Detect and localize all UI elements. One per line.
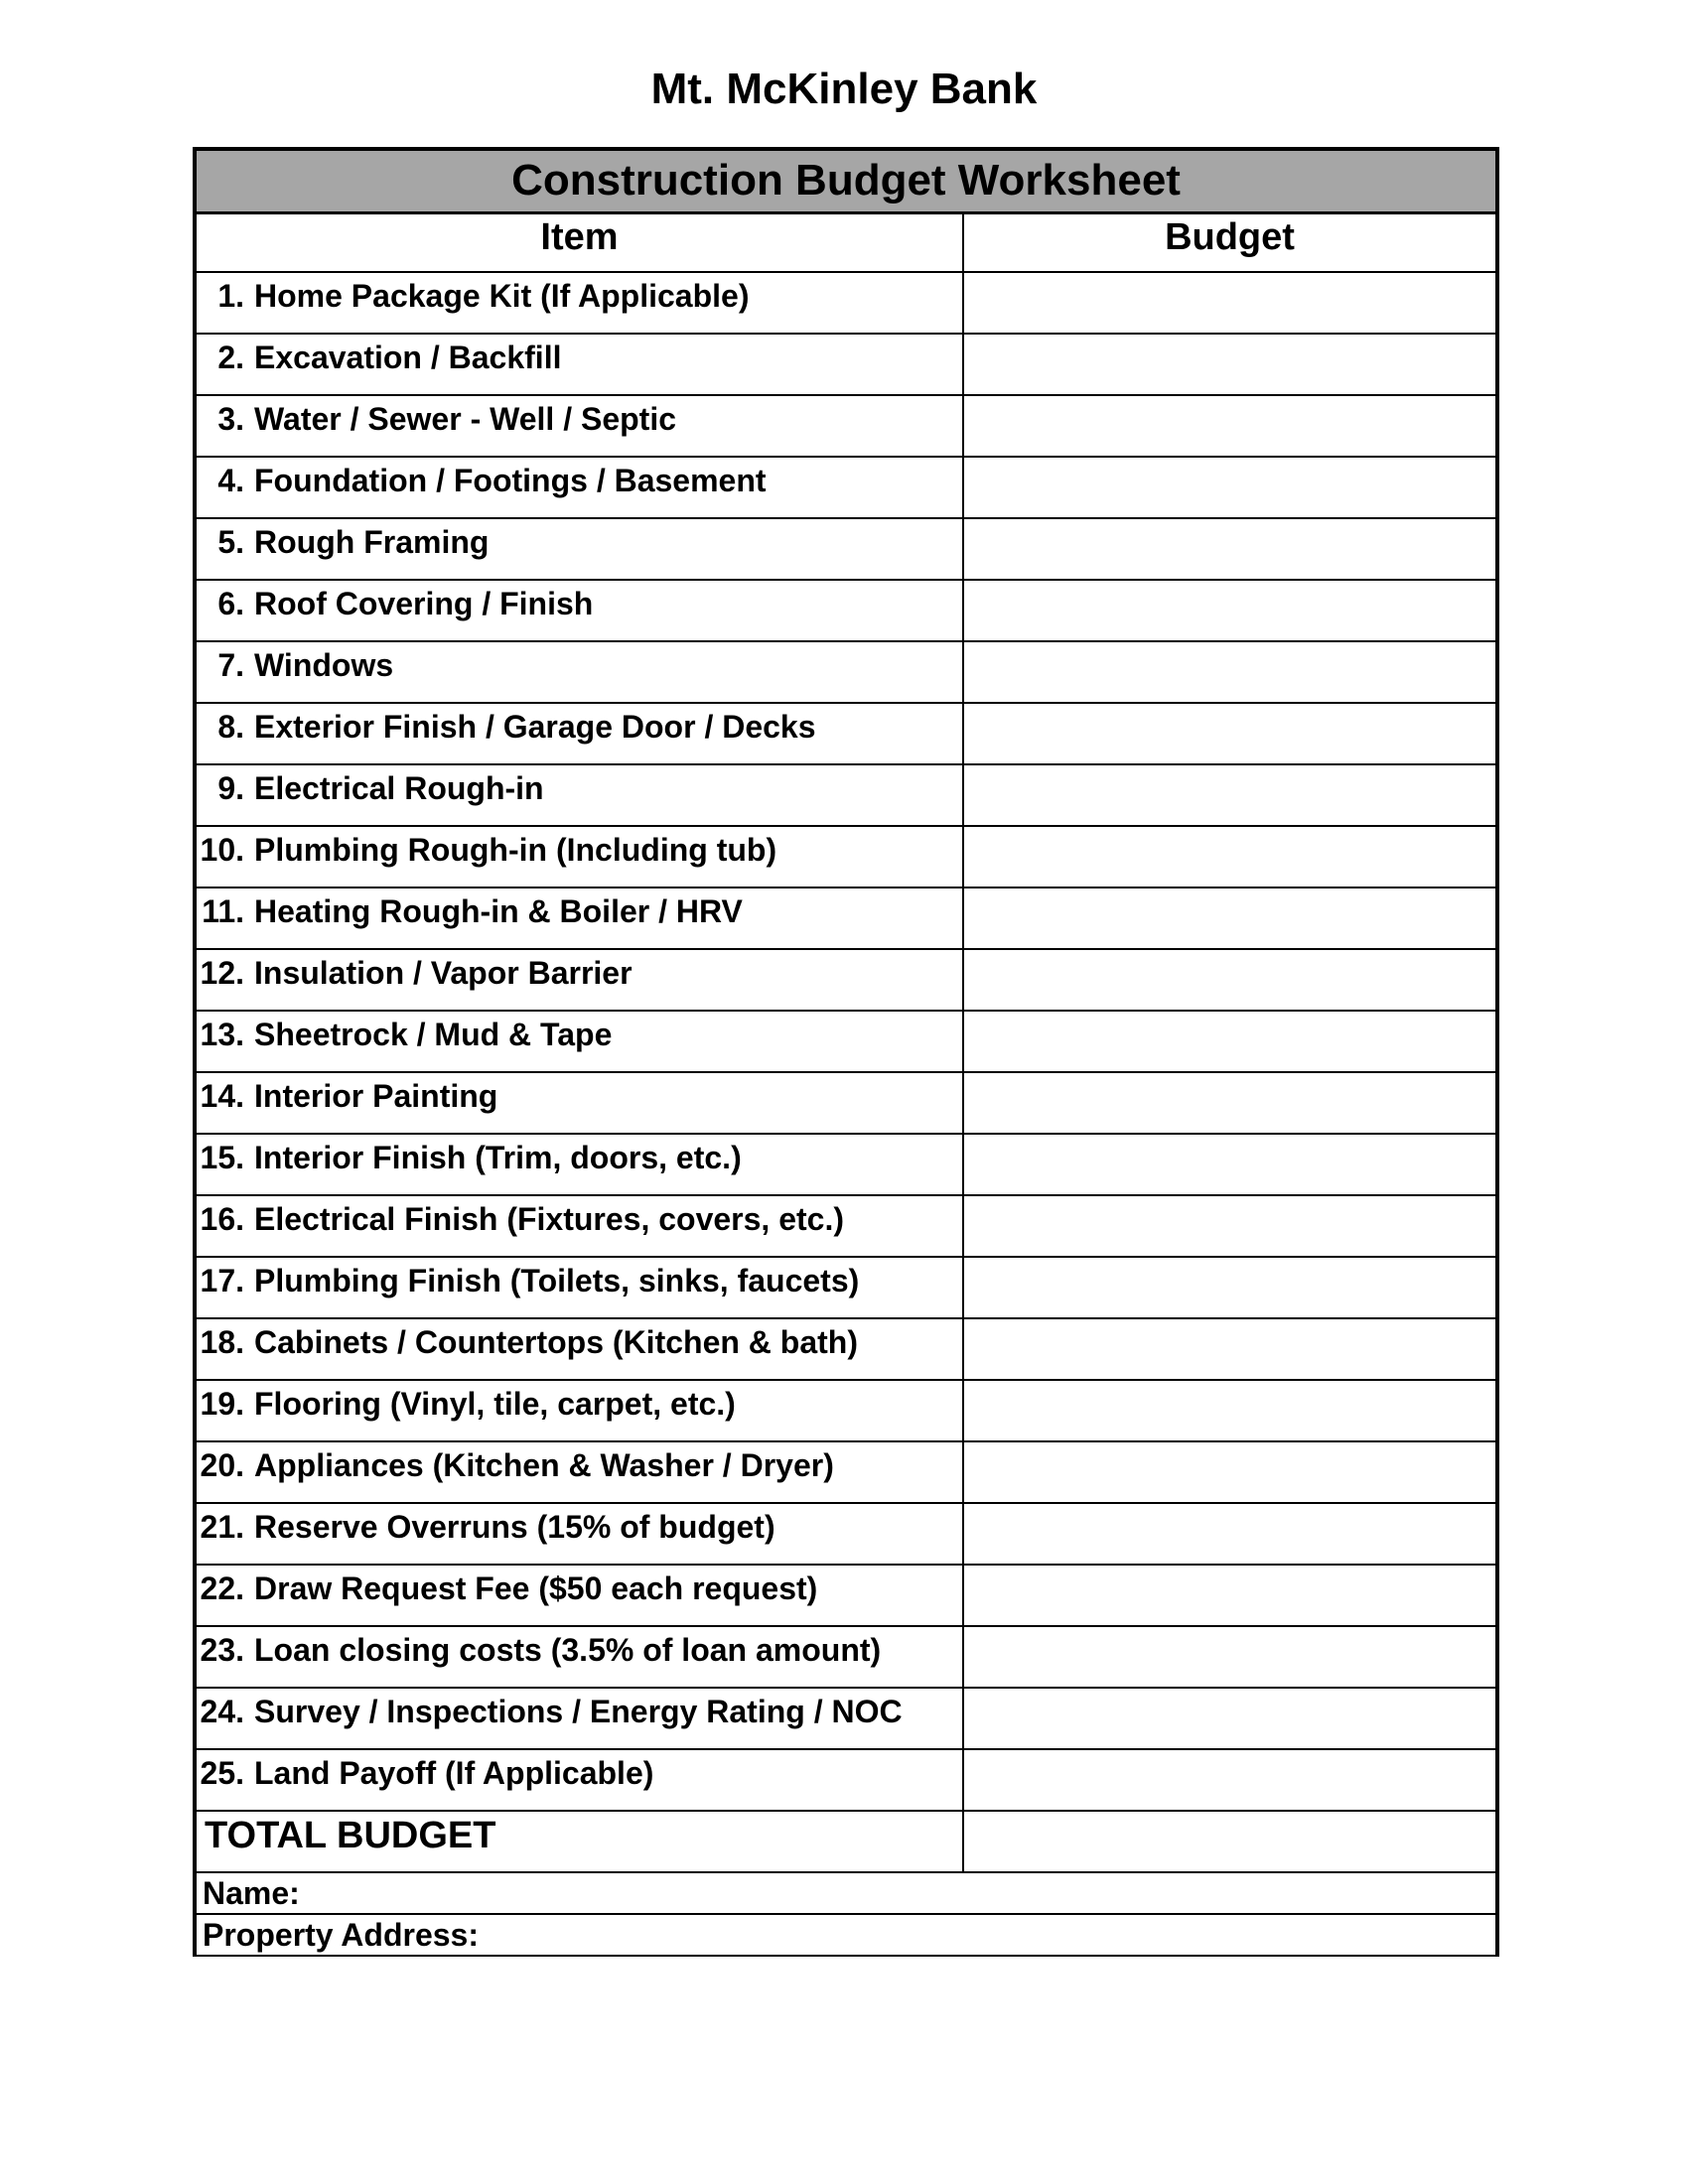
- item-label: Electrical Rough-in: [254, 770, 544, 806]
- table-row: [195, 1011, 1497, 1072]
- item-cell: [195, 1011, 963, 1072]
- item-number: 16.: [200, 1201, 244, 1237]
- item-number: 18.: [200, 1324, 244, 1360]
- worksheet-title: Construction Budget Worksheet: [195, 149, 1497, 212]
- item-label: Plumbing Rough-in (Including tub): [254, 832, 777, 868]
- table-row: [195, 1195, 1497, 1257]
- budget-field[interactable]: [963, 272, 1497, 334]
- budget-field[interactable]: [963, 1749, 1497, 1811]
- item-cell: [195, 1749, 963, 1811]
- item-cell: [195, 1134, 963, 1195]
- bank-name: Mt. McKinley Bank: [650, 65, 1038, 113]
- table-row: [195, 1072, 1497, 1134]
- table-row: [195, 1688, 1497, 1749]
- table-row: [195, 1257, 1497, 1318]
- budget-field[interactable]: [963, 887, 1497, 949]
- budget-field[interactable]: [963, 1195, 1497, 1257]
- item-number: 9.: [217, 770, 244, 806]
- table-row: [195, 1503, 1497, 1565]
- item-label: Loan closing costs (3.5% of loan amount): [254, 1632, 882, 1668]
- item-label: Draw Request Fee ($50 each request): [254, 1570, 818, 1606]
- item-label: Sheetrock / Mud & Tape: [254, 1017, 613, 1052]
- budget-field[interactable]: [963, 518, 1497, 580]
- budget-field[interactable]: [963, 1441, 1497, 1503]
- budget-field[interactable]: [963, 1688, 1497, 1749]
- item-number: 19.: [200, 1386, 244, 1422]
- table-row: [195, 764, 1497, 826]
- item-cell: [195, 1565, 963, 1626]
- item-number: 3.: [217, 401, 244, 437]
- table-row: [195, 1626, 1497, 1688]
- budget-field[interactable]: [963, 1626, 1497, 1688]
- item-cell: [195, 1195, 963, 1257]
- item-label: Heating Rough-in & Boiler / HRV: [254, 893, 743, 929]
- item-number: 15.: [200, 1140, 244, 1175]
- item-cell: [195, 457, 963, 518]
- table-row: [195, 1380, 1497, 1441]
- budget-worksheet-table: [193, 147, 1499, 1957]
- budget-field[interactable]: [963, 764, 1497, 826]
- total-budget-field[interactable]: [963, 1811, 1497, 1872]
- item-cell: [195, 272, 963, 334]
- item-cell: [195, 395, 963, 457]
- item-label: Insulation / Vapor Barrier: [254, 955, 633, 991]
- table-row: [195, 580, 1497, 641]
- item-label: Flooring (Vinyl, tile, carpet, etc.): [254, 1386, 736, 1422]
- table-row: [195, 272, 1497, 334]
- budget-field[interactable]: [963, 1011, 1497, 1072]
- item-cell: [195, 1257, 963, 1318]
- item-number: 13.: [200, 1017, 244, 1052]
- item-label: Rough Framing: [254, 524, 490, 560]
- item-label: Exterior Finish / Garage Door / Decks: [254, 709, 816, 745]
- item-label: Home Package Kit (If Applicable): [254, 278, 750, 314]
- item-cell: [195, 887, 963, 949]
- item-label: Water / Sewer - Well / Septic: [254, 401, 677, 437]
- item-cell: [195, 334, 963, 395]
- item-cell: [195, 703, 963, 764]
- total-row: [195, 1811, 1497, 1872]
- budget-field[interactable]: [963, 1134, 1497, 1195]
- item-number: 17.: [200, 1263, 244, 1298]
- item-cell: [195, 641, 963, 703]
- total-budget-label: TOTAL BUDGET: [195, 1811, 963, 1872]
- budget-field[interactable]: [963, 334, 1497, 395]
- item-cell: [195, 949, 963, 1011]
- table-row: [195, 518, 1497, 580]
- name-field[interactable]: Name:: [195, 1872, 1497, 1914]
- item-number: 5.: [217, 524, 244, 560]
- table-row: [195, 334, 1497, 395]
- item-number: 7.: [217, 647, 244, 683]
- item-label: Excavation / Backfill: [254, 340, 562, 375]
- budget-field[interactable]: [963, 1257, 1497, 1318]
- item-cell: [195, 1072, 963, 1134]
- item-label: Reserve Overruns (15% of budget): [254, 1509, 775, 1545]
- item-number: 22.: [200, 1570, 244, 1606]
- item-number: 14.: [200, 1078, 244, 1114]
- item-number: 12.: [200, 955, 244, 991]
- table-row: [195, 887, 1497, 949]
- budget-field[interactable]: [963, 1072, 1497, 1134]
- table-row: [195, 641, 1497, 703]
- item-label: Roof Covering / Finish: [254, 586, 594, 621]
- budget-field[interactable]: [963, 395, 1497, 457]
- budget-field[interactable]: [963, 641, 1497, 703]
- item-label: Land Payoff (If Applicable): [254, 1755, 654, 1791]
- budget-field[interactable]: [963, 1380, 1497, 1441]
- item-number: 21.: [200, 1509, 244, 1545]
- table-row: [195, 457, 1497, 518]
- budget-field[interactable]: [963, 949, 1497, 1011]
- budget-field[interactable]: [963, 703, 1497, 764]
- item-number: 24.: [200, 1694, 244, 1729]
- item-cell: [195, 1688, 963, 1749]
- item-label: Cabinets / Countertops (Kitchen & bath): [254, 1324, 858, 1360]
- table-row: [195, 703, 1497, 764]
- item-number: 4.: [217, 463, 244, 498]
- item-number: 1.: [217, 278, 244, 314]
- table-row: [195, 1318, 1497, 1380]
- item-number: 25.: [200, 1755, 244, 1791]
- item-number: 10.: [200, 832, 244, 868]
- item-cell: [195, 826, 963, 887]
- budget-field[interactable]: [963, 1318, 1497, 1380]
- item-label: Interior Finish (Trim, doors, etc.): [254, 1140, 742, 1175]
- item-cell: [195, 1626, 963, 1688]
- budget-column-header: Budget: [963, 212, 1497, 272]
- property-address-field[interactable]: Property Address:: [195, 1914, 1497, 1956]
- item-column-header: Item: [195, 212, 963, 272]
- item-label: Windows: [254, 647, 394, 683]
- item-number: 6.: [217, 586, 244, 621]
- table-row: [195, 1749, 1497, 1811]
- table-row: [195, 826, 1497, 887]
- item-cell: [195, 518, 963, 580]
- budget-field[interactable]: [963, 580, 1497, 641]
- item-cell: [195, 1503, 963, 1565]
- table-row: [195, 1441, 1497, 1503]
- budget-field[interactable]: [963, 1565, 1497, 1626]
- item-cell: [195, 1380, 963, 1441]
- item-number: 11.: [202, 893, 244, 929]
- address-row: [195, 1914, 1497, 1956]
- budget-field[interactable]: [963, 826, 1497, 887]
- item-cell: [195, 580, 963, 641]
- budget-field[interactable]: [963, 457, 1497, 518]
- budget-field[interactable]: [963, 1503, 1497, 1565]
- item-label: Electrical Finish (Fixtures, covers, etc.): [254, 1201, 844, 1237]
- table-row: [195, 395, 1497, 457]
- item-label: Appliances (Kitchen & Washer / Dryer): [254, 1447, 834, 1483]
- item-number: 2.: [217, 340, 244, 375]
- item-label: Interior Painting: [254, 1078, 498, 1114]
- table-row: [195, 1565, 1497, 1626]
- item-number: 23.: [200, 1632, 244, 1668]
- item-cell: [195, 1318, 963, 1380]
- item-label: Survey / Inspections / Energy Rating / NOC: [254, 1694, 903, 1729]
- name-row: [195, 1872, 1497, 1914]
- table-row: [195, 1134, 1497, 1195]
- item-cell: [195, 764, 963, 826]
- item-cell: [195, 1441, 963, 1503]
- item-number: 8.: [217, 709, 244, 745]
- item-label: Foundation / Footings / Basement: [254, 463, 767, 498]
- item-label: Plumbing Finish (Toilets, sinks, faucets): [254, 1263, 860, 1298]
- item-number: 20.: [200, 1447, 244, 1483]
- table-row: [195, 949, 1497, 1011]
